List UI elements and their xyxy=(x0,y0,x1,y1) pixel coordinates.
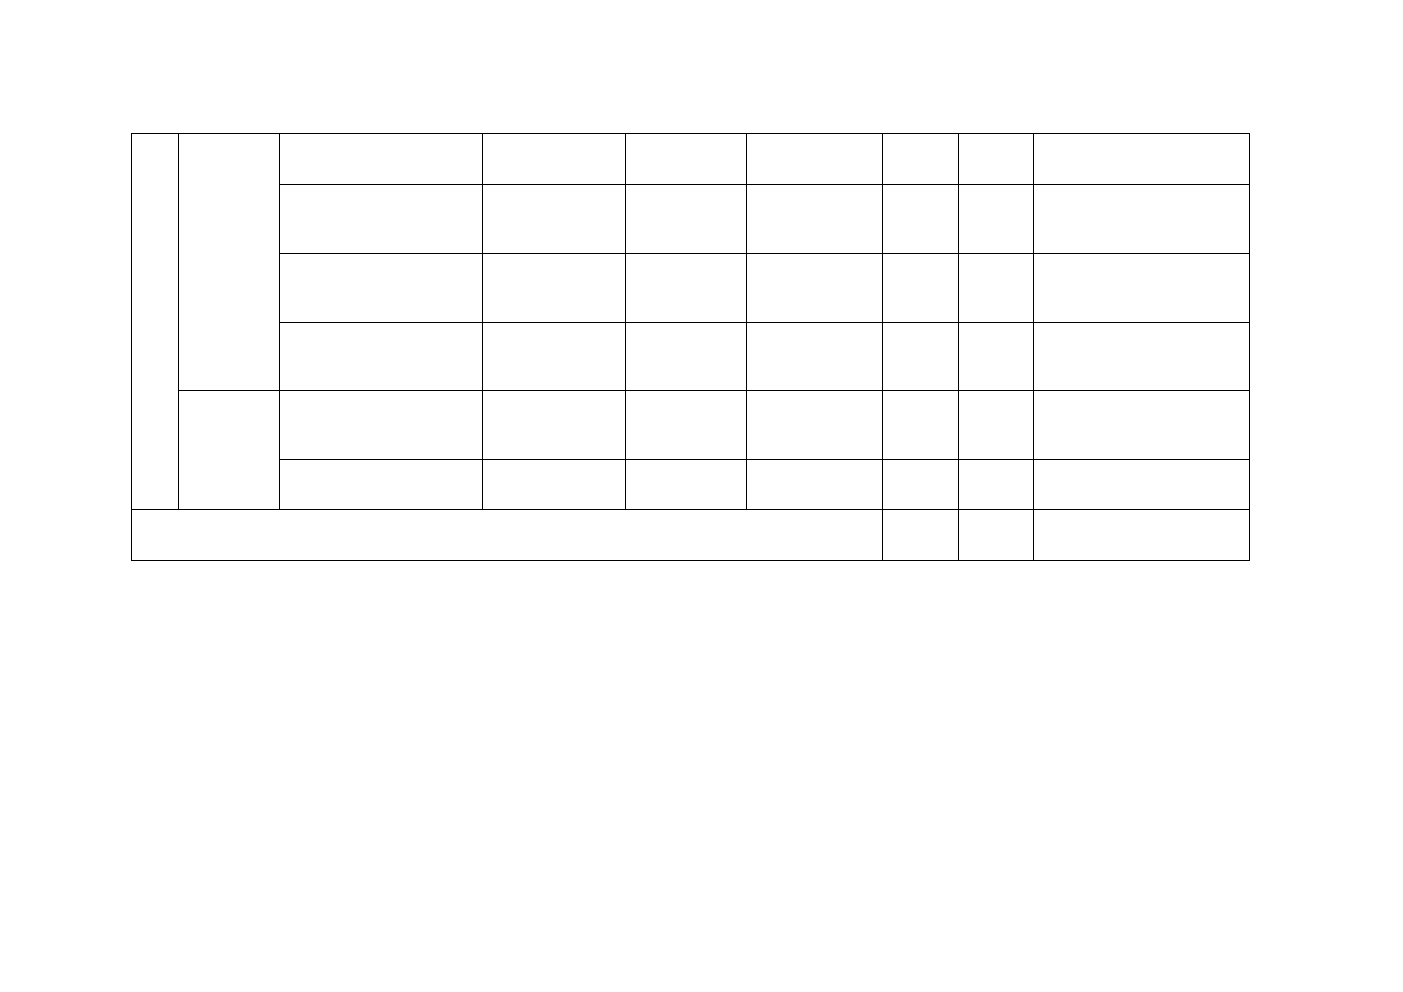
weight-cell xyxy=(883,134,959,185)
target-value-cell xyxy=(626,185,747,254)
table-row xyxy=(132,134,1250,185)
target-value-cell xyxy=(626,460,747,510)
table-row xyxy=(132,391,1250,460)
level-3-indicator-cell xyxy=(280,134,483,185)
indicator-description-cell xyxy=(483,323,626,391)
indicator-description-cell xyxy=(483,134,626,185)
note-cell xyxy=(1034,254,1250,323)
total-label-cell xyxy=(132,510,883,561)
level-3-indicator-cell xyxy=(280,185,483,254)
level-1-indicator-cell xyxy=(132,134,179,510)
actual-value-cell xyxy=(747,254,883,323)
table-row xyxy=(132,185,1250,254)
actual-value-cell xyxy=(747,134,883,185)
target-value-cell xyxy=(626,323,747,391)
total-score-cell xyxy=(959,510,1034,561)
actual-value-cell xyxy=(747,391,883,460)
note-cell xyxy=(1034,323,1250,391)
table-row xyxy=(132,323,1250,391)
note-cell xyxy=(1034,391,1250,460)
table-row xyxy=(132,254,1250,323)
target-value-cell xyxy=(626,134,747,185)
table-row xyxy=(132,460,1250,510)
target-value-cell xyxy=(626,391,747,460)
note-cell xyxy=(1034,134,1250,185)
indicator-description-cell xyxy=(483,185,626,254)
weight-cell xyxy=(883,391,959,460)
total-note-cell xyxy=(1034,510,1250,561)
level-3-indicator-cell xyxy=(280,391,483,460)
actual-value-cell xyxy=(747,185,883,254)
score-cell xyxy=(959,460,1034,510)
level-2-indicator-cell xyxy=(179,391,280,510)
level-2-indicator-cell xyxy=(179,134,280,391)
weight-cell xyxy=(883,254,959,323)
weight-cell xyxy=(883,185,959,254)
target-value-cell xyxy=(626,254,747,323)
score-cell xyxy=(959,391,1034,460)
score-cell xyxy=(959,185,1034,254)
total-weight-cell xyxy=(883,510,959,561)
score-cell xyxy=(959,134,1034,185)
score-cell xyxy=(959,254,1034,323)
level-3-indicator-cell xyxy=(280,460,483,510)
total-row xyxy=(132,510,1250,561)
weight-cell xyxy=(883,323,959,391)
indicator-description-cell xyxy=(483,460,626,510)
indicator-description-cell xyxy=(483,254,626,323)
level-3-indicator-cell xyxy=(280,323,483,391)
level-3-indicator-cell xyxy=(280,254,483,323)
score-cell xyxy=(959,323,1034,391)
indicator-description-cell xyxy=(483,391,626,460)
weight-cell xyxy=(883,460,959,510)
actual-value-cell xyxy=(747,323,883,391)
note-cell xyxy=(1034,185,1250,254)
actual-value-cell xyxy=(747,460,883,510)
note-cell xyxy=(1034,460,1250,510)
performance-indicator-table xyxy=(131,133,1250,561)
